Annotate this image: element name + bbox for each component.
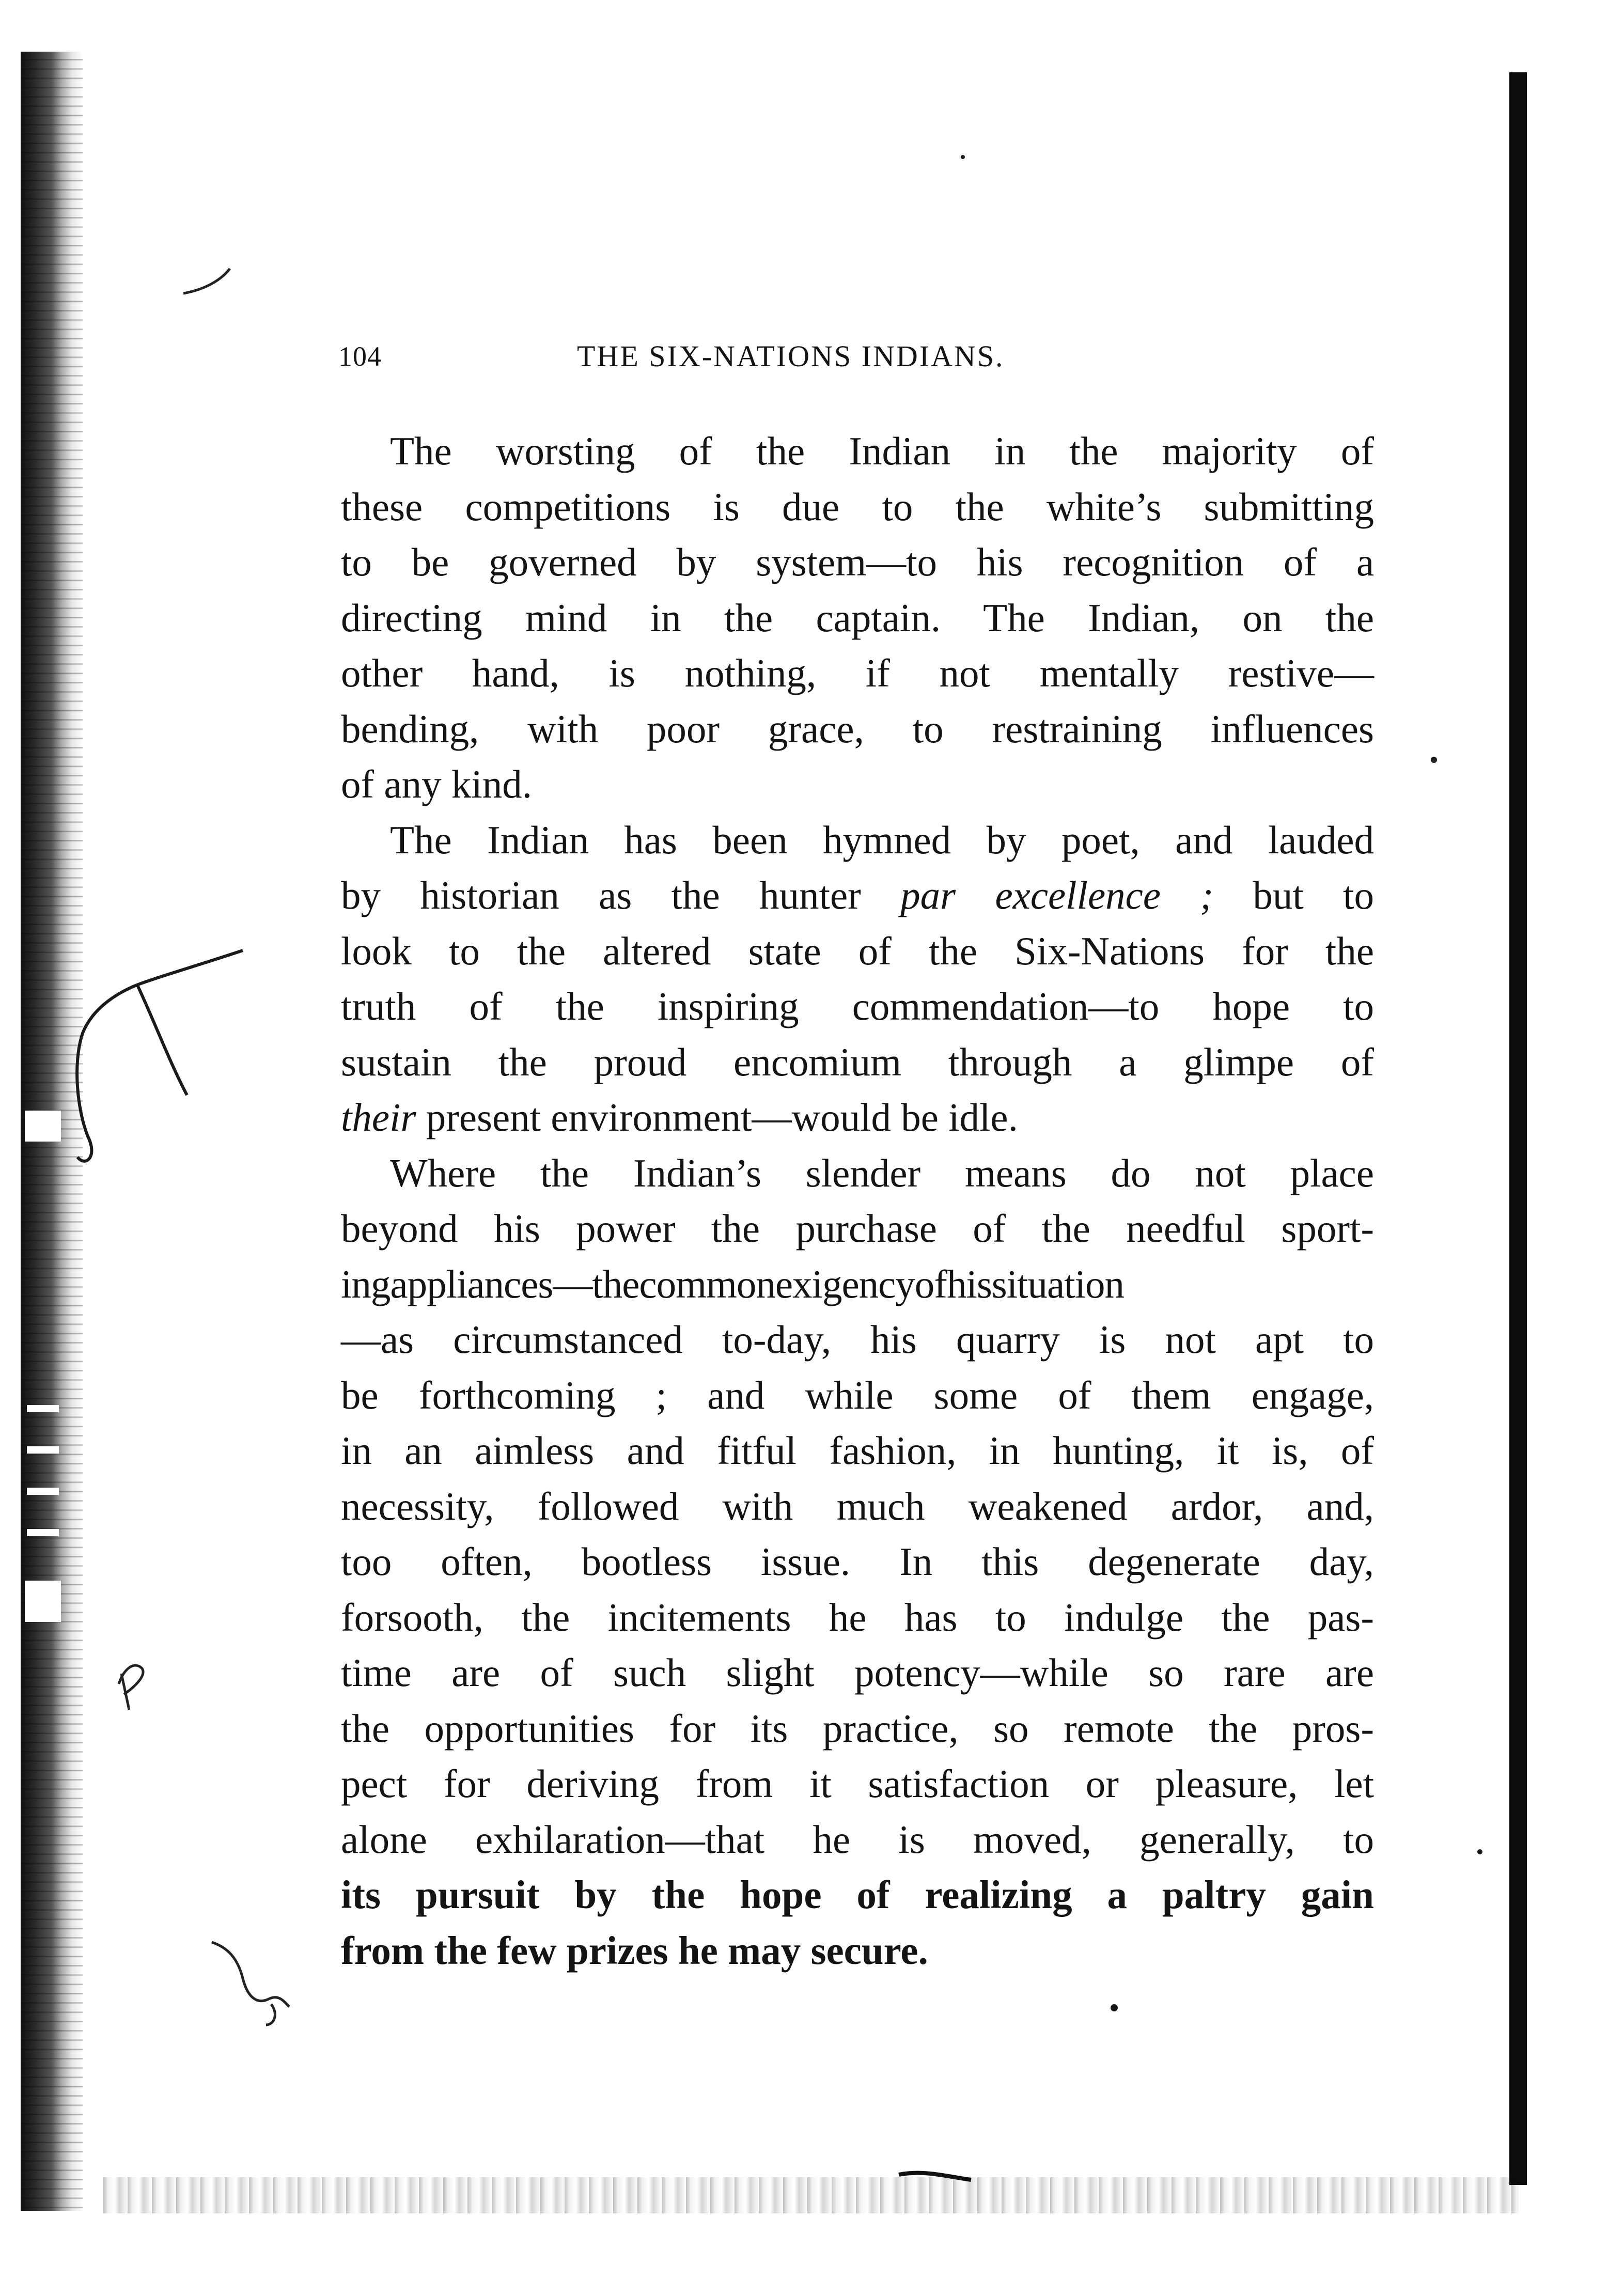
text-line: beyond his power the purchase of the needful sport- xyxy=(341,1206,1374,1251)
text-line: sustain the proud encomium through a glimpe of xyxy=(341,1039,1374,1084)
running-head: THE SIX-NATIONS INDIANS. xyxy=(577,339,1005,373)
italic-word: their xyxy=(341,1095,416,1139)
text-span: present environment—would be idle. xyxy=(426,1095,1018,1139)
right-margin-rule xyxy=(1509,72,1527,2185)
text-line: to be governed by system—to his recognition of a xyxy=(341,540,1374,584)
page-number: 104 xyxy=(338,341,382,372)
scan-speck xyxy=(1111,2004,1118,2011)
binding-gap xyxy=(27,1488,59,1495)
scan-speck xyxy=(961,155,965,159)
text-line: truth of the inspiring commendation—to hope to xyxy=(341,984,1374,1028)
margin-tick-mark xyxy=(183,269,230,293)
binding-gap xyxy=(25,1581,61,1622)
text-line: alone exhilaration—that he is moved, generally, to xyxy=(341,1817,1374,1862)
text-line: directing mind in the captain. The Indian, on the xyxy=(341,595,1374,640)
text-line: look to the altered state of the Six-Nations for the xyxy=(341,928,1374,973)
margin-squiggle-mark xyxy=(212,1942,289,2025)
text-line: time are of such slight potency—while so rare are xyxy=(341,1650,1374,1695)
text-line: —as circumstanced to-day, his quarry is not apt to xyxy=(341,1317,1374,1362)
text-line: its pursuit by the hope of realizing a paltry gain xyxy=(341,1872,1374,1917)
text-line xyxy=(341,1090,1374,1146)
binding-gap xyxy=(27,1529,59,1536)
text-line: necessity, followed with much weakened ardor, and, xyxy=(341,1484,1374,1528)
text-line: pect for deriving from it satisfaction or pleasure, let xyxy=(341,1761,1374,1806)
margin-letter-mark xyxy=(119,1665,143,1710)
text-line: of any kind. xyxy=(341,762,532,806)
text-line: from the few prizes he may secure. xyxy=(341,1928,928,1973)
binding-gap xyxy=(27,1405,59,1412)
text-line: these competitions is due to the white’s submitting xyxy=(341,484,1374,529)
scan-speck xyxy=(1431,757,1437,763)
text-line: other hand, is nothing, if not mentally restive— xyxy=(341,651,1374,695)
margin-check-mark xyxy=(77,950,243,1161)
text-span: but to xyxy=(1253,873,1374,917)
text-line: forsooth, the incitements he has to indulge the pas- xyxy=(341,1595,1374,1640)
paragraph xyxy=(341,424,1374,813)
italic-phrase: par excellence ; xyxy=(900,873,1213,917)
text-line: The worsting of the Indian in the majority of xyxy=(390,429,1374,473)
text-line: The Indian has been hymned by poet, and lauded xyxy=(390,817,1374,862)
text-line: in an aimless and fitful fashion, in hunting, it is, of xyxy=(341,1428,1374,1473)
body-text xyxy=(341,424,1374,1978)
page-header xyxy=(338,336,1123,377)
binding-gap xyxy=(25,1111,61,1142)
binding-gap xyxy=(27,1446,59,1454)
text-line: bending, with poor grace, to restraining influences xyxy=(341,706,1374,751)
text-span: by historian as the hunter xyxy=(341,873,861,917)
margin-cross-stroke xyxy=(137,984,187,1095)
scan-speck xyxy=(1477,1849,1482,1854)
bottom-scan-noise xyxy=(103,2177,1519,2213)
paragraph xyxy=(341,813,1374,1146)
text-line: Where the Indian’s slender means do not place xyxy=(390,1150,1374,1195)
paragraph xyxy=(341,1146,1374,1979)
text-line: too often, bootless issue. In this degenerate day, xyxy=(341,1539,1374,1584)
text-line: the opportunities for its practice, so remote the pros- xyxy=(341,1706,1374,1751)
text-line: ingappliances—thecommonexigencyofhissituation xyxy=(341,1261,1125,1306)
text-line xyxy=(341,868,1374,924)
text-line: be forthcoming ; and while some of them engage, xyxy=(341,1372,1374,1417)
